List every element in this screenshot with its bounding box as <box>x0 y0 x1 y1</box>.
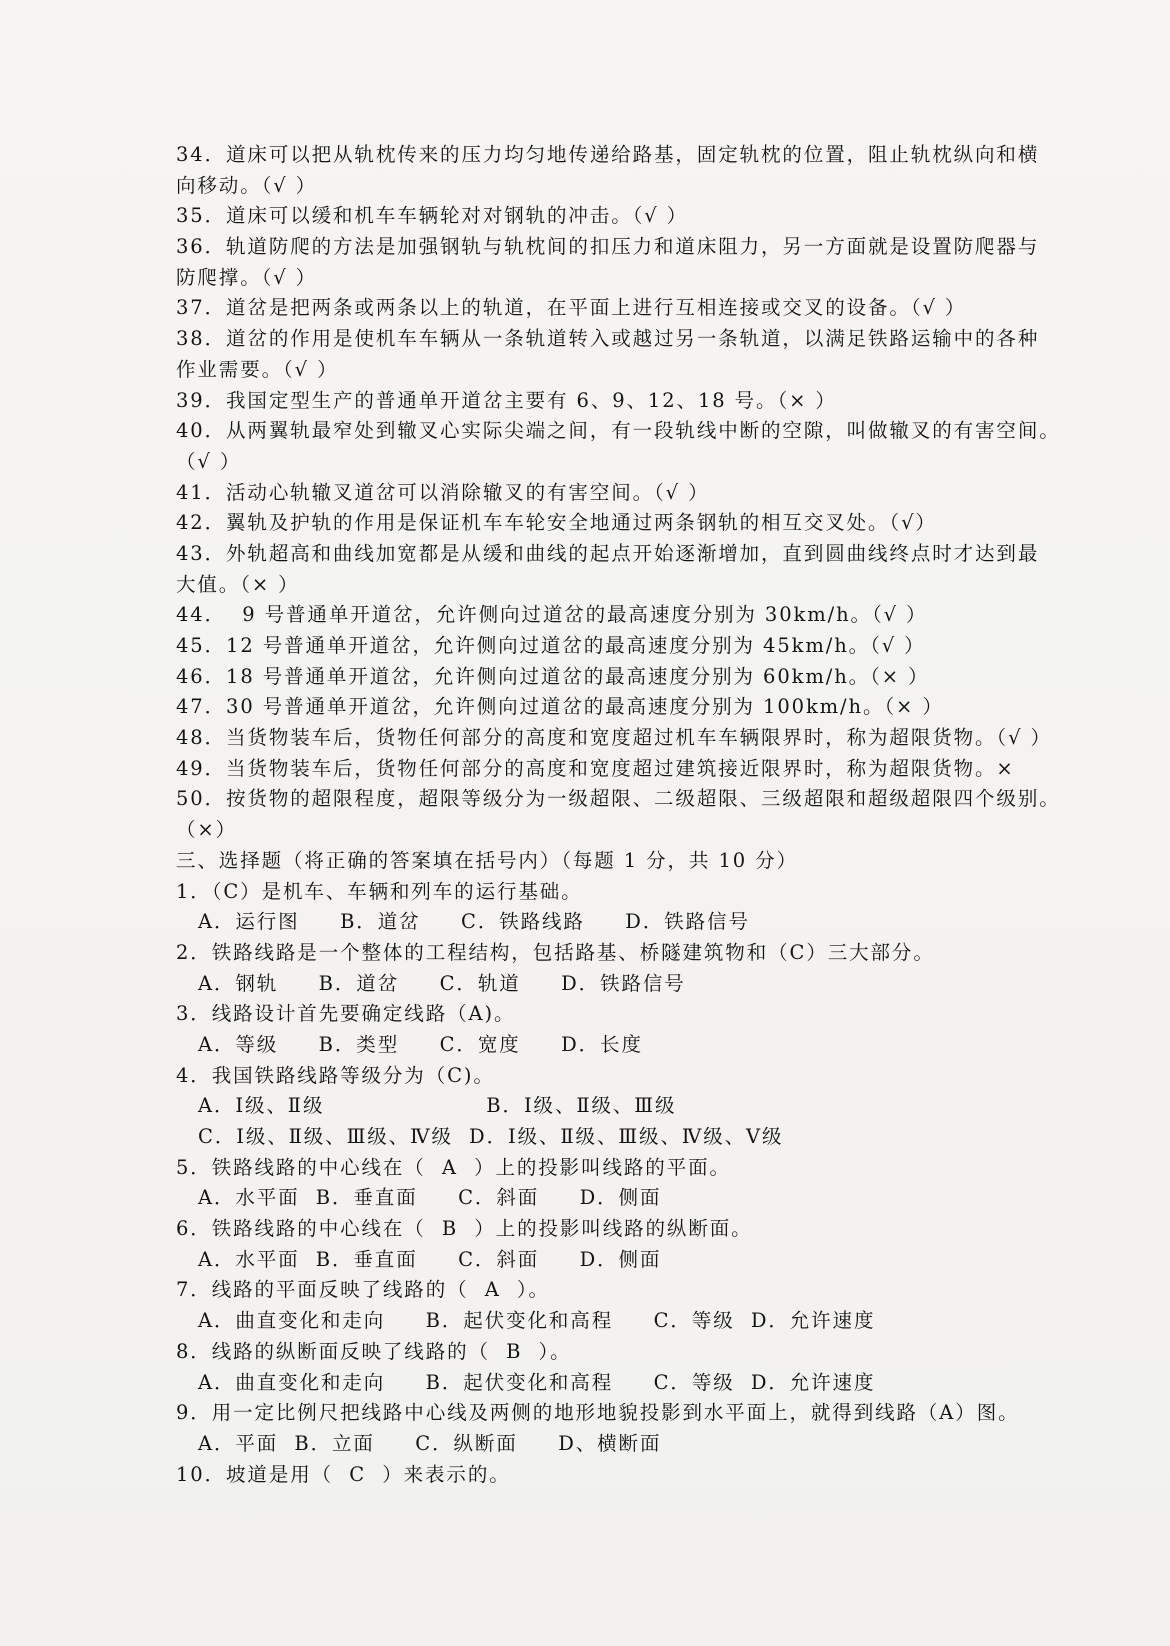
answer-options-line: A．平面 B．立面 C．纵断面 D、横断面 <box>198 1431 662 1455</box>
exam-content <box>176 140 1061 1490</box>
question-line: 36．轨道防爬的方法是加强钢轨与轨枕间的扣压力和道床阻力，另一方面就是设置防爬器与 <box>176 235 1040 259</box>
question-line: 49．当货物装车后，货物任何部分的高度和宽度超过建筑接近限界时，称为超限货物。× <box>176 756 1015 780</box>
question-line: （√ ） <box>176 449 242 473</box>
answer-options-line: A．水平面 B．垂直面 C．斜面 D．侧面 <box>198 1247 662 1271</box>
answer-options-line: A．钢轨 B．道岔 C．轨道 D．铁路信号 <box>198 971 686 995</box>
answer-options-line: A．水平面 B．垂直面 C．斜面 D．侧面 <box>198 1186 662 1210</box>
question-line: 41．活动心轨辙叉道岔可以消除辙叉的有害空间。（√ ） <box>176 480 710 504</box>
section-heading: 三、选择题（将正确的答案填在括号内）（每题 1 分，共 10 分） <box>176 848 798 872</box>
question-line: 10．坡道是用（ C ）来表示的。 <box>176 1462 511 1486</box>
answer-options-line: A．等级 B．类型 C．宽度 D．长度 <box>198 1032 643 1056</box>
question-line: 37．道岔是把两条或两条以上的轨道，在平面上进行互相连接或交叉的设备。（√ ） <box>176 296 967 320</box>
question-line: 1．（C）是机车、车辆和列车的运行基础。 <box>176 879 583 903</box>
answer-options-line: C．Ⅰ级、Ⅱ级、Ⅲ级、Ⅳ级 D．Ⅰ级、Ⅱ级、Ⅲ级、Ⅳ级、Ⅴ级 <box>198 1125 784 1148</box>
question-line: 48．当货物装车后，货物任何部分的高度和宽度超过机车车辆限界时，称为超限货物。（√ ） <box>176 726 1052 750</box>
question-line: 作业需要。（√ ） <box>176 357 339 381</box>
question-line: 2．铁路线路是一个整体的工程结构，包括路基、桥隧建筑物和（C）三大部分。 <box>176 940 935 964</box>
question-line: 47．30 号普通单开道岔，允许侧向过道岔的最高速度分别为 100km/h。（× ） <box>176 695 944 719</box>
question-line: （×） <box>176 818 238 842</box>
question-line: 35．道床可以缓和机车车辆轮对对钢轨的冲击。（√ ） <box>176 204 689 228</box>
question-line: 38．道岔的作用是使机车车辆从一条轨道转入或越过另一条轨道，以满足铁路运输中的各种 <box>176 327 1040 351</box>
answer-options-line: A．Ⅰ级、Ⅱ级 B．Ⅰ级、Ⅱ级、Ⅲ级 <box>198 1094 677 1118</box>
question-line: 45．12 号普通单开道岔，允许侧向过道岔的最高速度分别为 45km/h。（√ ） <box>176 634 926 657</box>
question-line: 9．用一定比例尺把线路中心线及两侧的地形地貌投影到水平面上，就得到线路（A）图。 <box>176 1401 1020 1425</box>
question-line: 5．铁路线路的中心线在（ A ）上的投影叫线路的平面。 <box>176 1155 731 1179</box>
question-line: 40．从两翼轨最窄处到辙叉心实际尖端之间，有一段轨线中断的空隙，叫做辙叉的有害空间。 <box>176 419 1061 443</box>
question-line: 大值。（× ） <box>176 572 300 596</box>
question-line: 防爬撑。（√ ） <box>176 265 318 289</box>
question-line: 44． 9 号普通单开道岔，允许侧向过道岔的最高速度分别为 30km/h。（√ ） <box>176 603 928 627</box>
question-line: 8．线路的纵断面反映了线路的（ B ）。 <box>176 1339 572 1363</box>
question-line: 39．我国定型生产的普通单开道岔主要有 6、9、12、18 号。（× ） <box>176 388 837 412</box>
answer-options-line: A．运行图 B．道岔 C．铁路线路 D．铁路信号 <box>198 910 750 934</box>
question-line: 42．翼轨及护轨的作用是保证机车车轮安全地通过两条钢轨的相互交叉处。（√） <box>176 511 937 535</box>
question-line: 6．铁路线路的中心线在（ B ）上的投影叫线路的纵断面。 <box>176 1217 753 1241</box>
question-line: 43．外轨超高和曲线加宽都是从缓和曲线的起点开始逐渐增加，直到圆曲线终点时才达到最 <box>176 541 1040 565</box>
question-line: 7．线路的平面反映了线路的（ A ）。 <box>176 1278 550 1302</box>
question-line: 向移动。（√ ） <box>176 173 318 197</box>
answer-options-line: A．曲直变化和走向 B．起伏变化和高程 C．等级 D．允许速度 <box>198 1370 876 1394</box>
answer-options-line: A．曲直变化和走向 B．起伏变化和高程 C．等级 D．允许速度 <box>198 1309 876 1333</box>
question-line: 46．18 号普通单开道岔，允许侧向过道岔的最高速度分别为 60km/h。（× ） <box>176 664 930 688</box>
question-line: 3．线路设计首先要确定线路（A)。 <box>176 1002 516 1026</box>
question-line: 50．按货物的超限程度，超限等级分为一级超限、二级超限、三级超限和超级超限四个级别。 <box>176 787 1061 811</box>
question-line: 34．道床可以把从轨枕传来的压力均匀地传递给路基，固定轨枕的位置，阻止轨枕纵向和横 <box>176 143 1040 166</box>
question-line: 4．我国铁路线路等级分为（C)。 <box>176 1063 495 1087</box>
